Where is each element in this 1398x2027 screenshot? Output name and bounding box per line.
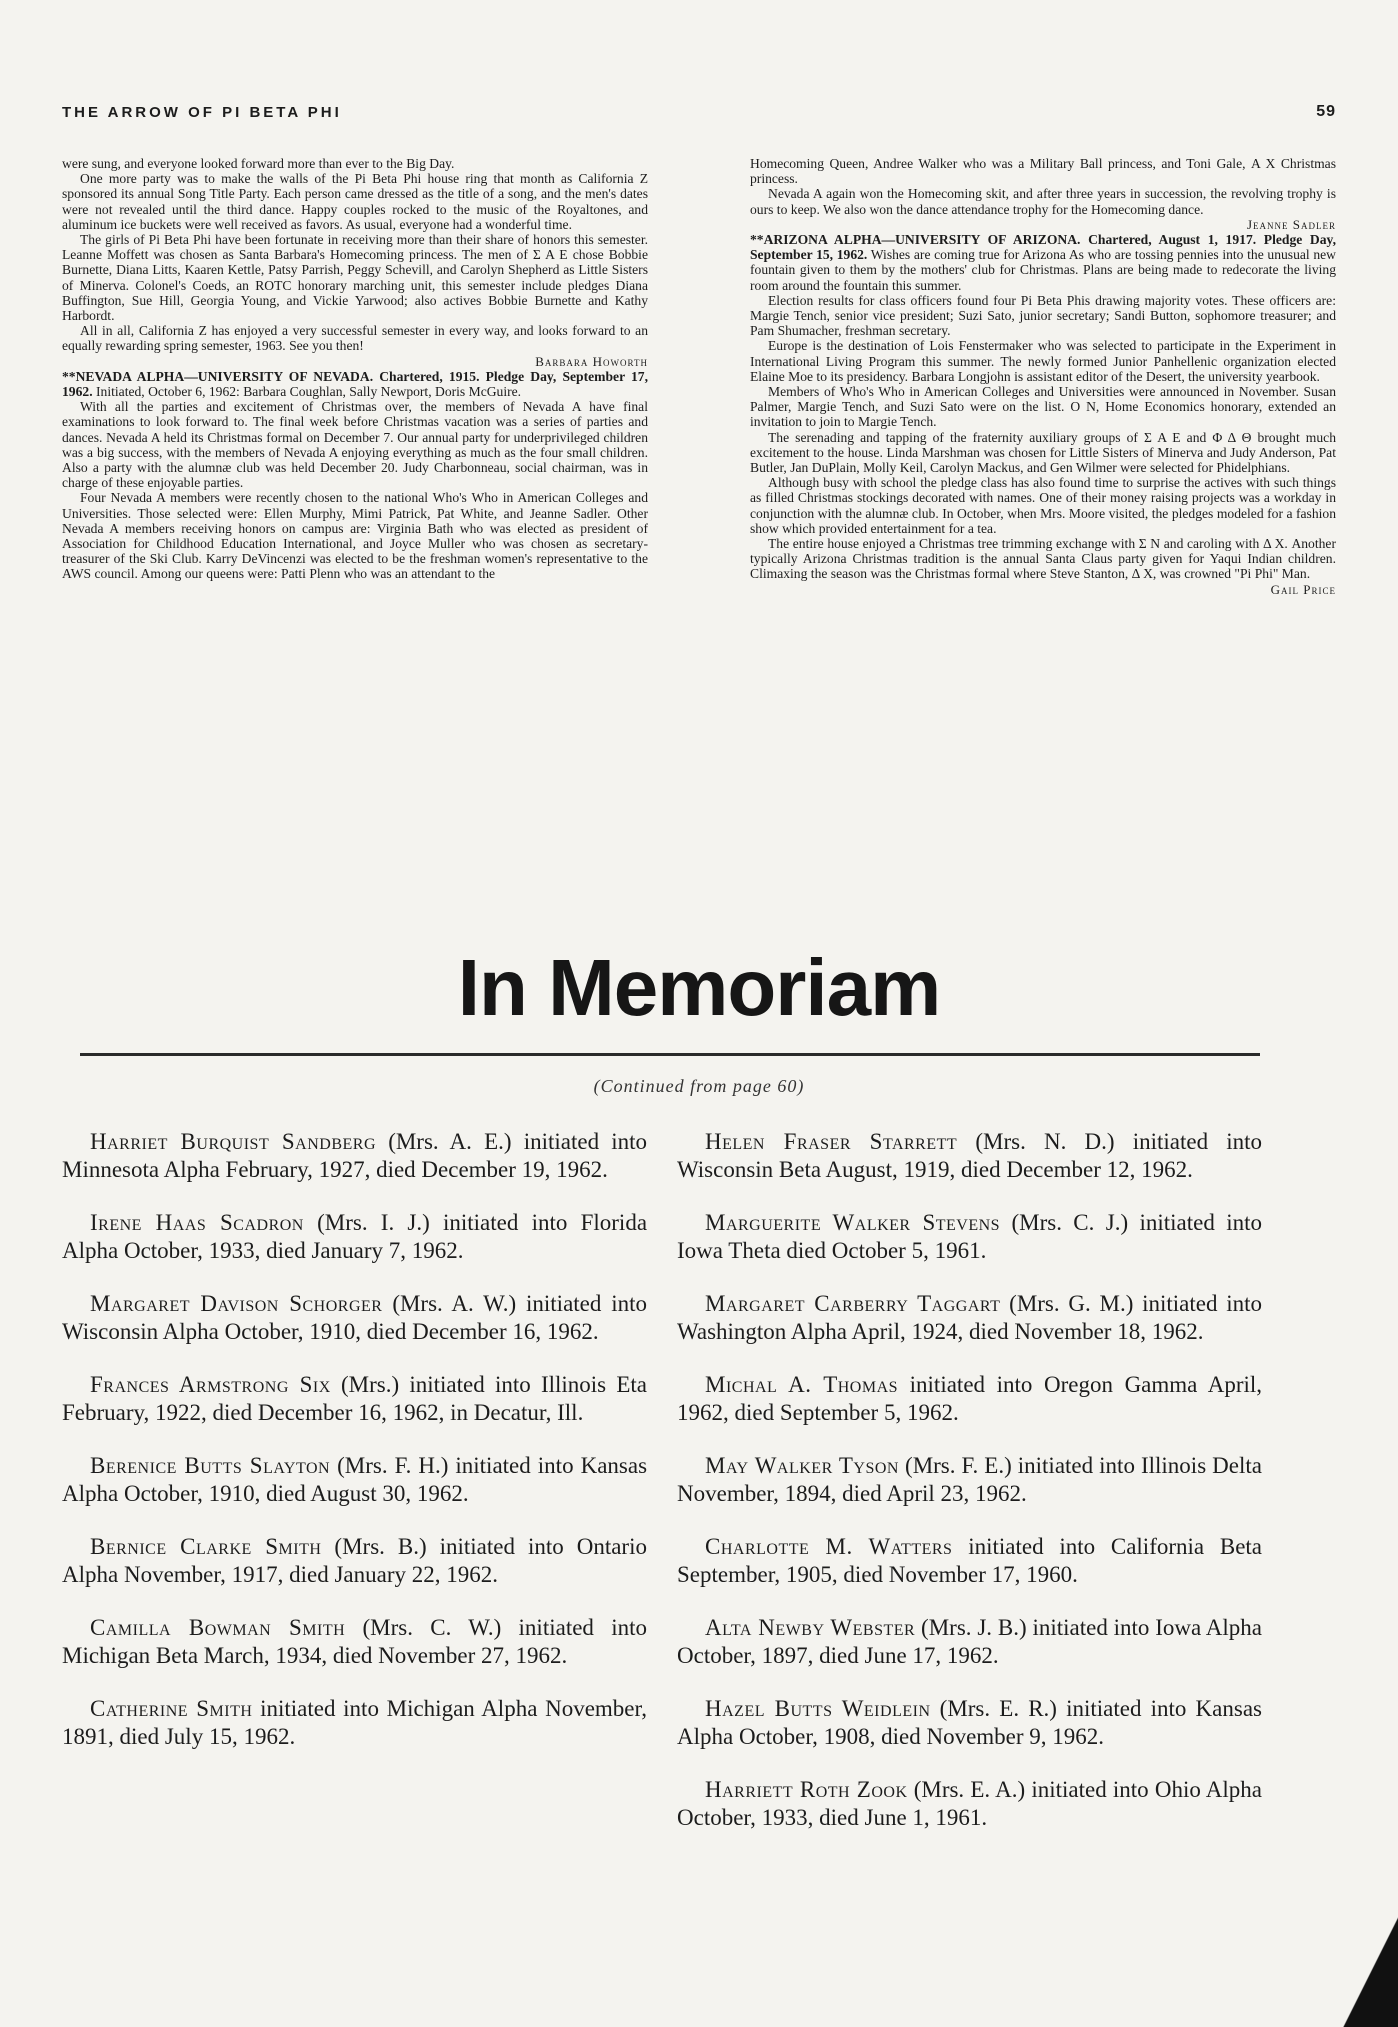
chapter-intro — [62, 369, 648, 399]
member-name: Marguerite Walker Stevens — [705, 1210, 1001, 1235]
signature: Jeanne Sadler — [1246, 216, 1336, 232]
memorial-entry — [677, 1209, 1262, 1265]
paragraph: The entire house enjoyed a Christmas tree trimming exchange with Σ Ν and caroling with Δ Χ. Another typically Arizona Christmas tradition is the annual Santa Claus party given for Yaqui Indian children. Climaxing the season was the Christmas formal where Steve Stanton, Δ Χ, was crowned "Pi Phi" Man. — [750, 536, 1336, 582]
running-header — [62, 100, 1336, 124]
memorial-entry — [677, 1533, 1262, 1589]
paragraph: Election results for class officers found four Pi Beta Phis drawing majority votes. These officers are: Margie Tench, senior vice president; Suzi Sato, junior secretary; Sandi Button, sophomore treasurer; and Pam Shumacher, freshman secretary. — [750, 292, 1336, 339]
member-details: (Mrs. J. B.) initiated into Iowa Alpha October, 1897, died June 17, 1962. — [677, 1615, 1263, 1668]
member-name: Catherine Smith — [90, 1696, 253, 1721]
memorial-entry — [62, 1290, 647, 1346]
member-details: (Mrs. F. E.) initiated into Illinois Delta November, 1894, died April 23, 1962. — [677, 1453, 1262, 1506]
member-details: (Mrs. C. W.) initiated into Michigan Beta March, 1934, died November 27, 1962. — [62, 1615, 647, 1668]
paragraph: Nevada A again won the Homecoming skit, and after three years in succession, the revolving trophy is ours to keep. We also won the dance attendance trophy for the Homecoming dance. — [750, 186, 1336, 217]
member-details: (Mrs. E. A.) initiated into Ohio Alpha October, 1933, died June 1, 1961. — [677, 1777, 1263, 1830]
paragraph: All in all, California Z has enjoyed a very successful semester in every way, and looks forward to an equally rewarding spring semester, 1963. See you then! — [62, 323, 648, 354]
paragraph: The girls of Pi Beta Phi have been fortunate in receiving more than their share of honors this semester. Leanne Moffett was chosen as Santa Barbara's Homecoming princess. The men of Σ Α Ε chose Bobbie Burnette, Diana Litts, Kaaren Kettle, Patsy Parrish, Peggy Schevill, and Carolyn Shepherd as Little Sisters of Minerva. Colonel's Coeds, an ROTC honorary marching unit, this semester include pledges Diana Buffington, Sue Hill, Georgia Young, and Vickie Yarwood; also actives Bobbie Burnette and Kathy Harbordt. — [62, 232, 648, 324]
memorial-right-column — [677, 1128, 1262, 1968]
paragraph: The serenading and tapping of the fraternity auxiliary groups of Σ Α Ε and Φ Δ Θ brought much excitement to the house. Linda Marshman was chosen for Little Sisters of Minerva and Judy Anderson, Pat Butler, Jan DuPlain, Molly Keil, Carolyn Mackus, and Gen Wilmer were selected for Phidelphians. — [750, 429, 1336, 476]
initiated-list: Initiated, October 6, 1962: Barbara Coughlan, Sally Newport, Doris McGuire. — [96, 384, 522, 400]
memorial-entry — [62, 1533, 647, 1589]
memorial-entry — [62, 1695, 647, 1751]
member-name: Irene Haas Scadron — [90, 1210, 304, 1235]
member-details: (Mrs. C. J.) initiated into Iowa Theta died October 5, 1961. — [677, 1210, 1263, 1263]
chapter-heading: **ARIZONA ALPHA—UNIVERSITY OF ARIZONA. Chartered, August 1, 1917. Pledge Day, September 15, 1962. — [750, 232, 1336, 263]
memorial-entry — [62, 1209, 647, 1265]
paragraph: With all the parties and excitement of Christmas over, the members of Nevada A have final examinations to look forward to. The final week before Christmas vacation was a series of parties and dances. Nevada A held its Christmas formal on December 7. Our annual party for underprivileged children was a big success, with the members of Nevada A enjoying everything as much as the four small children. Also a party with the alumnæ club was held December 20. Judy Charbonneau, social chairman, was in charge of these enjoyable parties. — [62, 399, 648, 491]
member-details: (Mrs. A. E.) initiated into Minnesota Alpha February, 1927, died December 19, 1962. — [62, 1129, 648, 1182]
member-name: Helen Fraser Starrett — [705, 1129, 958, 1154]
paragraph: Although busy with school the pledge class has also found time to surprise the actives with such things as filled Christmas stockings decorated with names. One of their money raising projects was a workday in conjunction with the alumnæ club. In October, when Mrs. Moore visited, the pledges modeled for a fashion show which provided entertainment for a tea. — [750, 475, 1336, 536]
member-name: May Walker Tyson — [705, 1453, 899, 1478]
member-details: initiated into California Beta September, 1905, died November 17, 1960. — [677, 1534, 1263, 1587]
member-name: Alta Newby Webster — [705, 1615, 916, 1640]
left-column — [62, 156, 648, 896]
member-details: (Mrs. A. W.) initiated into Wisconsin Alpha October, 1910, died December 16, 1962. — [62, 1291, 648, 1344]
memorial-entry — [62, 1614, 647, 1670]
member-name: Margaret Davison Schorger — [90, 1291, 383, 1316]
chapter-heading: **NEVADA ALPHA—UNIVERSITY OF NEVADA. Chartered, 1915. Pledge Day, September 17, 1962. — [62, 368, 648, 400]
paragraph: Members of Who's Who in American Colleges and Universities were announced in November. Susan Palmer, Margie Tench, and Suzi Sato were on the list. Ο Ν, Home Economics honorary, extended an invitation to join to Margie Tench. — [750, 384, 1336, 430]
member-name: Harriet Burquist Sandberg — [90, 1129, 377, 1154]
memorial-list — [62, 1128, 1262, 1968]
memoriam-title: In Memoriam — [457, 943, 941, 1032]
divider-rule — [80, 1053, 1260, 1056]
paragraph: Europe is the destination of Lois Fenstermaker who was selected to participate in the Experiment in International Living Program this summer. The newly formed Junior Panhellenic organization elected Elaine Moe to its presidency. Barbara Longjohn is assistant editor of the Desert, the university yearbook. — [750, 338, 1336, 384]
member-details: (Mrs. I. J.) initiated into Florida Alpha October, 1933, died January 7, 1962. — [62, 1210, 648, 1263]
page-number: 59 — [1316, 103, 1336, 120]
signature: Gail Price — [1270, 581, 1336, 597]
memorial-entry — [62, 1128, 647, 1184]
member-details: (Mrs. N. D.) initiated into Wisconsin Beta August, 1919, died December 12, 1962. — [677, 1129, 1263, 1182]
member-details: (Mrs.) initiated into Illinois Eta February, 1922, died December 16, 1962, in Decatur, Ill. — [62, 1372, 647, 1425]
memorial-entry — [677, 1776, 1262, 1832]
memorial-entry — [677, 1614, 1262, 1670]
memorial-entry — [677, 1290, 1262, 1346]
chapter-intro — [750, 232, 1336, 293]
member-details: (Mrs. E. R.) initiated into Kansas Alpha October, 1908, died November 9, 1962. — [677, 1696, 1262, 1749]
member-name: Berenice Butts Slayton — [90, 1453, 331, 1478]
chapter-lead: Wishes are coming true for Arizona As who are tossing pennies into the unusual new fountain given to them by the mothers' club for Christmas. Plans are being made to redecorate the living room around the fountain this summer. — [750, 247, 1336, 293]
memorial-entry — [677, 1695, 1262, 1751]
member-name: Margaret Carberry Taggart — [705, 1291, 1001, 1316]
paragraph: Four Nevada A members were recently chosen to the national Who's Who in American Colleges and Universities. Those selected were: Ellen Murphy, Mimi Patrick, Pat White, and Jeanne Sadler. Other Nevada A members receiving honors on campus are: Virginia Bath who was elected as president of Association for Childhood Education International, and Joyce Muller who was chosen as secretary-treasurer of the Ski Club. Karry DeVincenzi was elected to be the freshman women's representative to the AWS council. Among our queens were: Patti Plenn who was an attendant to the — [62, 490, 648, 582]
signature: Barbara Howorth — [535, 353, 648, 369]
member-name: Hazel Butts Weidlein — [705, 1696, 931, 1721]
paragraph: Homecoming Queen, Andree Walker who was a Military Ball princess, and Toni Gale, Α Χ Christmas princess. — [750, 156, 1336, 187]
journal-title: THE ARROW OF PI BETA PHI — [62, 103, 342, 121]
member-details: (Mrs. B.) initiated into Ontario Alpha November, 1917, died January 22, 1962. — [62, 1534, 647, 1587]
scan-corner-shadow — [1338, 1907, 1398, 2027]
memorial-left-column — [62, 1128, 647, 1968]
memorial-entry — [62, 1371, 647, 1427]
member-details: initiated into Michigan Alpha November, 1891, died July 15, 1962. — [62, 1696, 647, 1749]
memorial-entry — [677, 1128, 1262, 1184]
paragraph: One more party was to make the walls of the Pi Beta Phi house ring that month as California Z sponsored its annual Song Title Party. Each person came dressed as the title of a song, and the men's dates were not revealed until the third dance. Happy couples rocked to the music of the Royaltones, and aluminum ice buckets were well received as favors. As usual, everyone had a wonderful time. — [62, 171, 648, 232]
member-name: Charlotte M. Watters — [705, 1534, 953, 1559]
member-name: Bernice Clarke Smith — [90, 1534, 322, 1559]
member-name: Frances Armstrong Six — [90, 1372, 331, 1397]
memorial-entry — [677, 1452, 1262, 1508]
member-details: initiated into Oregon Gamma April, 1962, died September 5, 1962. — [677, 1372, 1263, 1425]
paragraph: were sung, and everyone looked forward more than ever to the Big Day. — [62, 156, 455, 171]
member-details: (Mrs. F. H.) initiated into Kansas Alpha October, 1910, died August 30, 1962. — [62, 1453, 648, 1506]
continued-note: (Continued from page 60) — [593, 1076, 805, 1096]
member-name: Camilla Bowman Smith — [90, 1615, 346, 1640]
member-name: Harriett Roth Zook — [705, 1777, 908, 1802]
member-details: (Mrs. G. M.) initiated into Washington Alpha April, 1924, died November 18, 1962. — [677, 1291, 1263, 1344]
right-column — [750, 156, 1336, 896]
memorial-entry — [62, 1452, 647, 1508]
member-name: Michal A. Thomas — [705, 1372, 899, 1397]
chapter-letters — [62, 156, 1336, 896]
memorial-entry — [677, 1371, 1262, 1427]
